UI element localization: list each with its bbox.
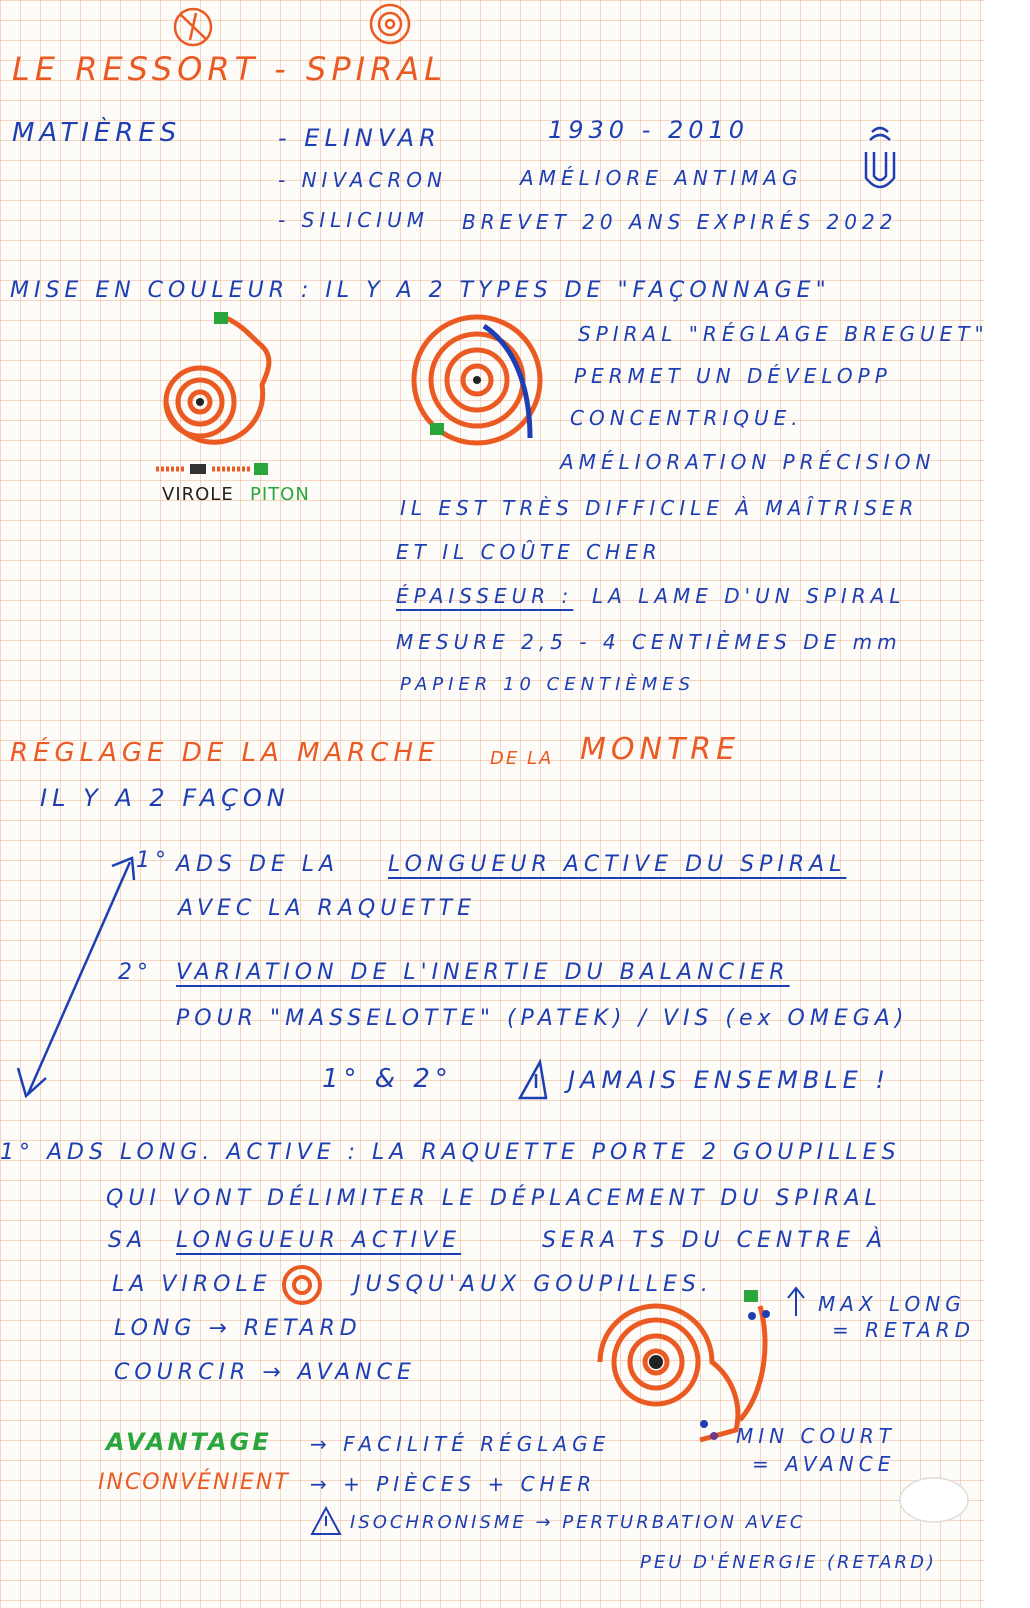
warning-triangle-icon-2 — [312, 1508, 340, 1534]
isochronism-line-2: PEU D'ÉNERGIE (RETARD) — [640, 1552, 937, 1573]
point-1-underlined: LONGUEUR ACTIVE DU SPIRAL — [388, 852, 847, 877]
breguet-piton — [430, 423, 444, 435]
regulator-spiral-drawing — [600, 1306, 765, 1440]
min-court-label-1: MIN COURT — [736, 1424, 896, 1448]
regulator-piton — [744, 1290, 758, 1302]
material-silicium-note: BREVET 20 ANS EXPIRÉS 2022 — [462, 210, 898, 234]
reglage-heading-b: MONTRE — [580, 732, 741, 767]
materials-label: MATIÈRES — [12, 118, 182, 148]
point-1-number: 1° — [136, 848, 171, 873]
regulator-center-dot — [649, 1355, 663, 1369]
spiral-icon — [371, 5, 409, 43]
point-1-text-b: AVEC LA RAQUETTE — [178, 896, 476, 921]
thickness-label: ÉPAISSEUR : — [396, 584, 574, 608]
ads-line-3-b: SERA TS DU CENTRE À — [542, 1228, 888, 1253]
thickness-line-1: LA LAME D'UN SPIRAL — [592, 584, 906, 608]
page-hole — [900, 1478, 968, 1522]
material-nivacron: - NIVACRON — [278, 168, 448, 192]
point-1-text-a: ADS DE LA — [176, 852, 340, 877]
ads-line-4-a: LA VIROLE — [112, 1272, 272, 1297]
page-title: LE RESSORT - SPIRAL — [12, 50, 448, 88]
never-text: JAMAIS ENSEMBLE ! — [568, 1066, 891, 1094]
reglage-line-1: IL Y A 2 FAÇON — [40, 784, 290, 812]
warning-triangle-icon — [520, 1062, 546, 1098]
ads-line-6: COURCIR → AVANCE — [114, 1360, 416, 1385]
ads-line-5: LONG → RETARD — [114, 1316, 362, 1341]
goupille-min-a — [700, 1420, 708, 1428]
difficulty-line-1: IL EST TRÈS DIFFICILE À MAÎTRISER — [400, 496, 919, 520]
mise-en-couleur-line: MISE EN COULEUR : IL Y A 2 TYPES DE "FAÇONNAGE" — [10, 278, 831, 303]
virole-piton-legend — [156, 463, 268, 475]
point-2-underlined: VARIATION DE L'INERTIE DU BALANCIER — [176, 960, 790, 985]
material-elinvar: - ELINVAR — [278, 124, 441, 152]
virole-label: VIROLE — [162, 484, 234, 505]
spiral-center-dot — [196, 398, 204, 406]
reglage-heading-small: DE LA — [490, 748, 554, 769]
piton-label: PITON — [250, 484, 310, 505]
virole-small-spiral — [284, 1267, 320, 1303]
ads-line-1: 1° ADS LONG. ACTIVE : LA RAQUETTE PORTE 2 GOUPILLES — [0, 1140, 901, 1165]
magnet-icon — [866, 128, 894, 187]
link-arrow — [18, 858, 134, 1096]
material-elinvar-years: 1930 - 2010 — [548, 116, 750, 144]
min-court-label-2: = AVANCE — [752, 1452, 896, 1476]
max-long-label-1: MAX LONG — [818, 1292, 966, 1316]
never-numbers: 1° & 2° — [322, 1064, 453, 1094]
difficulty-line-2: ET IL COÛTE CHER — [396, 540, 662, 564]
goupille-max-b — [762, 1310, 770, 1318]
inconvenient-label: INCONVÉNIENT — [98, 1470, 290, 1495]
flat-spiral-drawing — [166, 318, 269, 442]
material-nivacron-note: AMÉLIORE ANTIMAG — [520, 166, 803, 190]
inconvenient-note: → + PIÈCES + CHER — [310, 1472, 597, 1496]
avantage-label: AVANTAGE — [106, 1428, 272, 1456]
breguet-center-dot — [473, 376, 481, 384]
breguet-line-4: AMÉLIORATION PRÉCISION — [560, 450, 936, 474]
ads-line-3-a: SA — [108, 1228, 148, 1253]
avantage-note: → FACILITÉ RÉGLAGE — [310, 1432, 611, 1456]
breguet-line-1: SPIRAL "RÉGLAGE BREGUET" — [578, 322, 989, 346]
goupille-min-b — [710, 1432, 718, 1440]
point-2-number: 2° — [118, 960, 153, 985]
thickness-line-3: PAPIER 10 CENTIÈMES — [400, 674, 696, 695]
goupille-max-a — [748, 1312, 756, 1320]
ads-line-4-b: JUSQU'AUX GOUPILLES. — [354, 1272, 713, 1297]
ads-line-2: QUI VONT DÉLIMITER LE DÉPLACEMENT DU SPIRAL — [106, 1186, 882, 1211]
point-2-text-b: POUR "MASSELOTTE" (PATEK) / VIS (ex OMEGA) — [176, 1006, 909, 1031]
thickness-line-2: MESURE 2,5 - 4 CENTIÈMES DE mm — [396, 630, 902, 654]
reglage-heading-a: RÉGLAGE DE LA MARCHE — [10, 738, 440, 768]
piton-mark — [214, 312, 228, 324]
max-long-label-2: = RETARD — [832, 1318, 976, 1342]
balance-wheel-icon — [175, 9, 211, 45]
isochronism-line-1: ISOCHRONISME → PERTURBATION AVEC — [350, 1512, 806, 1533]
material-silicium: - SILICIUM — [278, 208, 429, 232]
ads-line-3-underlined: LONGUEUR ACTIVE — [176, 1228, 462, 1253]
breguet-line-3: CONCENTRIQUE. — [570, 406, 803, 430]
max-arrow-icon — [788, 1288, 804, 1316]
breguet-line-2: PERMET UN DÉVELOPP — [574, 364, 892, 388]
